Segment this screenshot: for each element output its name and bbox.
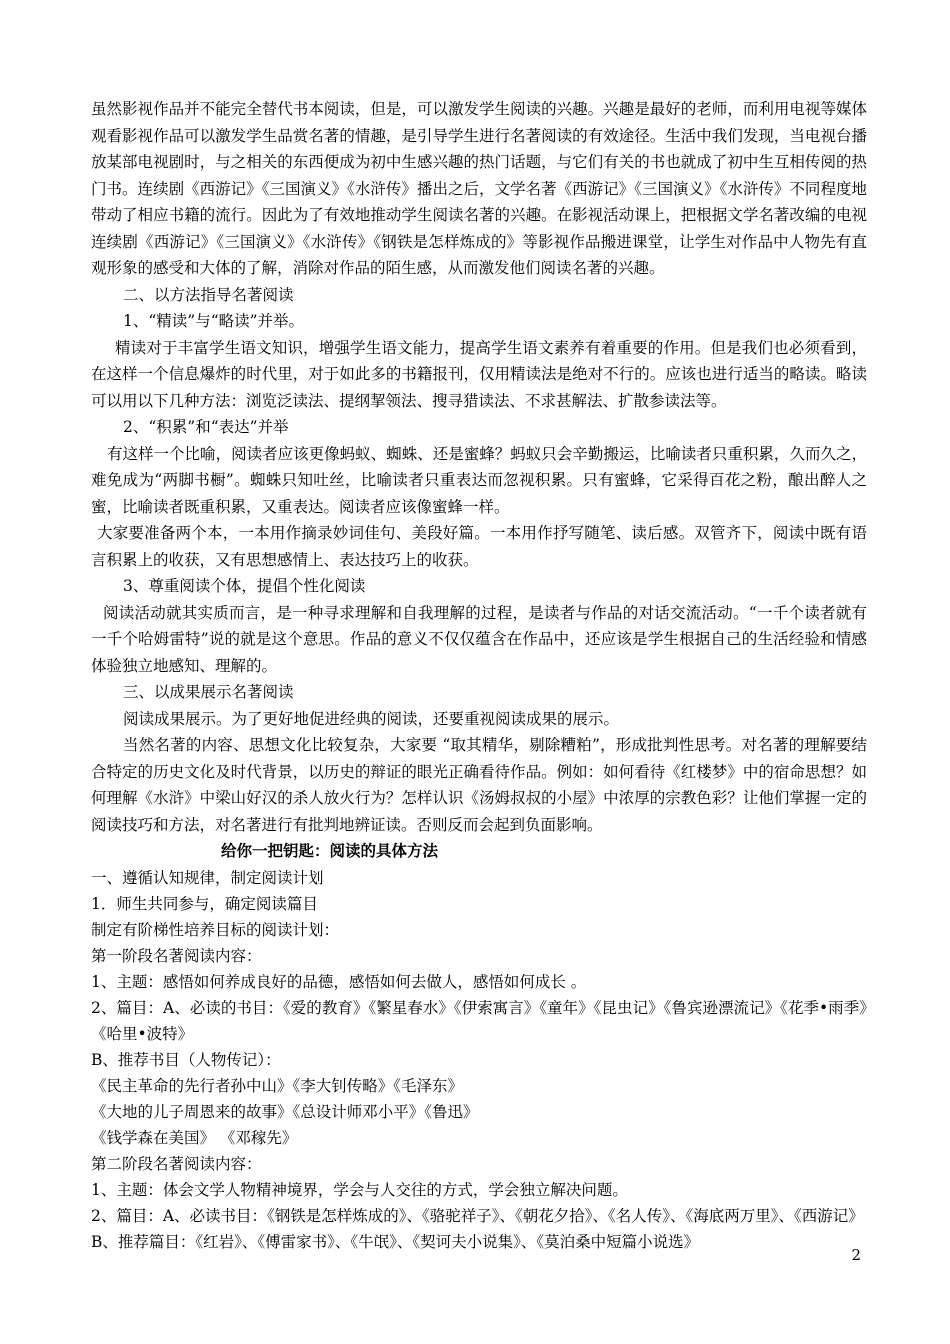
subheading-1: 1、“精读”与“略读”并举。 — [123, 312, 305, 330]
list-line: 第二阶段名著阅读内容： — [91, 1154, 262, 1173]
paragraph-metaphor: 有这样一个比喻，阅读者应该更像蚂蚁、蜘蛛、还是蜜蜂？蚂蚁只会辛勤搬运，比喻读者只重积累，久而久之，难免成为“两脚书橱”。蜘蛛只知吐丝，比喻读者只重表达而忽视积累。只有蜜蜂，它采得百花之粉，酿出醉人之蜜，比喻读者既重积累，又重表达。阅读者应该像蜜蜂一样。 — [91, 444, 867, 516]
paragraph-intro: 虽然影视作品并不能完全替代书本阅读，但是，可以激发学生阅读的兴趣。兴趣是最好的老师，而利用电视等媒体观看影视作品可以激发学生品赏名著的情趣，是引导学生进行名著阅读的有效途径。生活中我们发现，当电视台播放某部电视剧时，与之相关的东西便成为初中生感兴趣的热门话题，与它们有关的书也就成了初中生互相传阅的热门书。连续剧《西游记》《三国演义》《水浒传》播出之后，文学名著《西游记》《三国演义》《水浒传》不同程度地带动了相应书籍的流行。因此为了有效地推动学生阅读名著的兴趣。在影视活动课上，把根据文学名著改编的电视连续剧《西游记》《三国演义》《水浒传》《钢铁是怎样炼成的》等影视作品搬进课堂，让学生对作品中人物先有直观形象的感受和大体的了解，消除对作品的陌生感，从而激发他们阅读名著的兴趣。 — [91, 100, 867, 277]
list-line: 第一阶段名著阅读内容： — [91, 946, 262, 965]
list-line: 2、篇目：A、必读书目：《钢铁是怎样炼成的》、《骆驼祥子》、《朝花夕拾》、《名人传》、《海底两万里》、《西游记》 — [91, 1206, 864, 1225]
list-line: 制定有阶梯性培养目标的阅读计划： — [91, 920, 340, 939]
list-line: B、推荐篇目：《红岩》、《傅雷家书》、《牛氓》、《契诃夫小说集》、《莫泊桑中短篇小说选》 — [91, 1232, 700, 1251]
paragraph-individual-reading: 阅读活动就其实质而言，是一种寻求理解和自我理解的过程，是读者与作品的对话交流活动。“一千个读者就有一千个哈姆雷特”说的就是这个意思。作品的意义不仅仅蕴含在作品中，还应该是学生根据自己的生活经验和情感体验独立地感知、理解的。 — [91, 603, 867, 675]
section-heading-2: 二、以方法指导名著阅读 — [123, 285, 294, 304]
list-line: 《民主革命的先行者孙中山》《李大钊传略》《毛泽东》 — [91, 1076, 464, 1095]
paragraph-critical-thinking: 当然名著的内容、思想文化比较复杂，大家要 “取其精华，剔除糟粕”，形成批判性思考。对名著的理解要结合特定的历史文化及时代背景，以历史的辩证的眼光正确看待作品。例如：如何看待《红楼梦》中的宿命思想？如何理解《水浒》中梁山好汉的杀人放火行为？怎样认识《汤姆叔叔的小屋》中浓厚的宗教色彩？让他们掌握一定的阅读技巧和方法，对名著进行有批判地辨证读。否则反而会起到负面影响。 — [91, 736, 867, 834]
subheading-3: 3、尊重阅读个体，提倡个性化阅读 — [123, 577, 366, 595]
section-heading-3: 三、以成果展示名著阅读 — [123, 683, 294, 701]
list-line: 《钱学森在美国》 《邓稼先》 — [91, 1128, 298, 1147]
list-line: 《大地的儿子周恩来的故事》《总设计师邓小平》《鲁迅》 — [91, 1102, 479, 1121]
page-number: 2 — [851, 1246, 861, 1264]
paragraph-notebooks: 大家要准备两个本，一本用作摘录妙词佳句、美段好篇。一本用作抒写随笔、读后感。双管齐下，阅读中既有语言积累上的收获，又有思想感情上、表达技巧上的收获。 — [91, 524, 867, 569]
key-methods-title: 给你一把钥匙：阅读的具体方法 — [221, 841, 439, 860]
paragraph-intensive-reading: 精读对于丰富学生语文知识，增强学生语文能力，提高学生语文素养有着重要的作用。但是我们也必须看到，在这样一个信息爆炸的时代里，对于如此多的书籍报刊，仅用精读法是绝对不行的。应该也进行适当的略读。略读可以用以下几种方法：浏览泛读法、提纲挈领法、搜寻猎读法、不求甚解法、扩散参读法等。 — [91, 338, 867, 410]
list-line: 2、篇目：A、必读的书目：《爱的教育》《繁星春水》《伊索寓言》《童年》《昆虫记》《鲁宾逊漂流记》《花季•雨季》《哈里•波特》 — [91, 998, 867, 1043]
list-line: 1、主题：感悟如何养成良好的品德，感悟如何去做人，感悟如何成长 。 — [91, 972, 587, 991]
list-line: B、推荐书目（人物传记）： — [91, 1050, 281, 1069]
list-line: 1、主题：体会文学人物精神境界，学会与人交往的方式，学会独立解决问题。 — [91, 1180, 628, 1199]
paragraph-results: 阅读成果展示。为了更好地促进经典的阅读，还要重视阅读成果的展示。 — [123, 709, 620, 728]
document-body — [91, 96, 867, 1255]
subheading-2: 2、“积累”和“表达”并举 — [123, 418, 289, 436]
list-line: 一、遵循认知规律，制定阅读计划 — [91, 868, 324, 887]
list-line: 1．师生共同参与，确定阅读篇目 — [91, 894, 318, 913]
